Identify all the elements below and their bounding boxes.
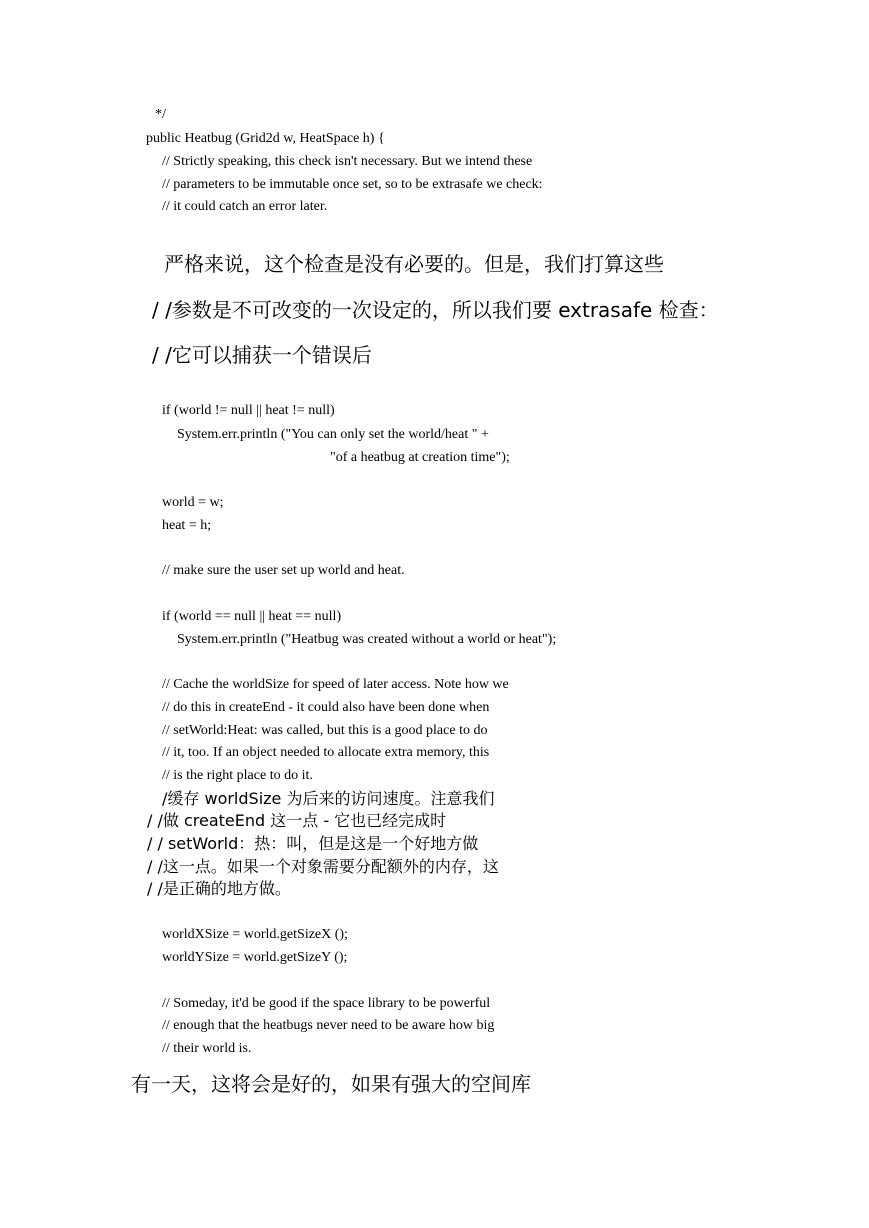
constructor-signature-line: public Heatbug (Grid2d w, HeatSpace h) { [146, 131, 385, 146]
code-line: worldYSize = world.getSizeY (); [162, 950, 348, 965]
code-line: System.err.println ("Heatbug was created without a world or heat"); [177, 632, 557, 647]
code-line: System.err.println ("You can only set the world/heat " + [177, 427, 489, 442]
translation-line: / /这一点。如果一个对象需要分配额外的内存，这 [147, 857, 499, 876]
code-comment-line: // do this in createEnd - it could also have been done when [162, 700, 490, 715]
code-comment-line: // is the right place to do it. [162, 768, 313, 783]
translation-line: 有一天，这将会是好的，如果有强大的空间库 [131, 1072, 531, 1096]
code-comment-line: // it, too. If an object needed to allocate extra memory, this [162, 745, 490, 760]
code-line: if (world == null || heat == null) [162, 609, 342, 624]
code-comment-line: // make sure the user set up world and heat. [162, 563, 405, 578]
translation-line: / /参数是不可改变的一次设定的，所以我们要 extrasafe 检查： [152, 298, 719, 322]
translation-line: / / setWorld：热：叫，但是这是一个好地方做 [147, 834, 479, 853]
translation-line: / /它可以捕获一个错误后 [152, 343, 372, 367]
translation-line: /缓存 worldSize 为后来的访问速度。注意我们 [162, 789, 495, 808]
code-comment-line: // Strictly speaking, this check isn't necessary. But we intend these [162, 154, 533, 169]
translation-line: / /是正确的地方做。 [147, 879, 291, 898]
comment-close-line: */ [155, 107, 166, 122]
translation-line: 严格来说，这个检查是没有必要的。但是，我们打算这些 [164, 252, 664, 276]
code-comment-line: // Cache the worldSize for speed of later access. Note how we [162, 677, 509, 692]
code-comment-line: // enough that the heatbugs never need to be aware how big [162, 1018, 495, 1033]
code-comment-line: // it could catch an error later. [162, 199, 328, 214]
code-line: worldXSize = world.getSizeX (); [162, 927, 348, 942]
translation-line: / /做 createEnd 这一点 - 它也已经完成时 [147, 811, 447, 830]
code-comment-line: // their world is. [162, 1041, 252, 1056]
code-comment-line: // setWorld:Heat: was called, but this is a good place to do [162, 723, 488, 738]
code-comment-line: // Someday, it'd be good if the space library to be powerful [162, 996, 491, 1011]
code-comment-line: // parameters to be immutable once set, so to be extrasafe we check: [162, 177, 543, 192]
code-line: heat = h; [162, 518, 212, 533]
code-line: if (world != null || heat != null) [162, 403, 335, 418]
code-line: "of a heatbug at creation time"); [330, 450, 510, 465]
code-line: world = w; [162, 495, 224, 510]
